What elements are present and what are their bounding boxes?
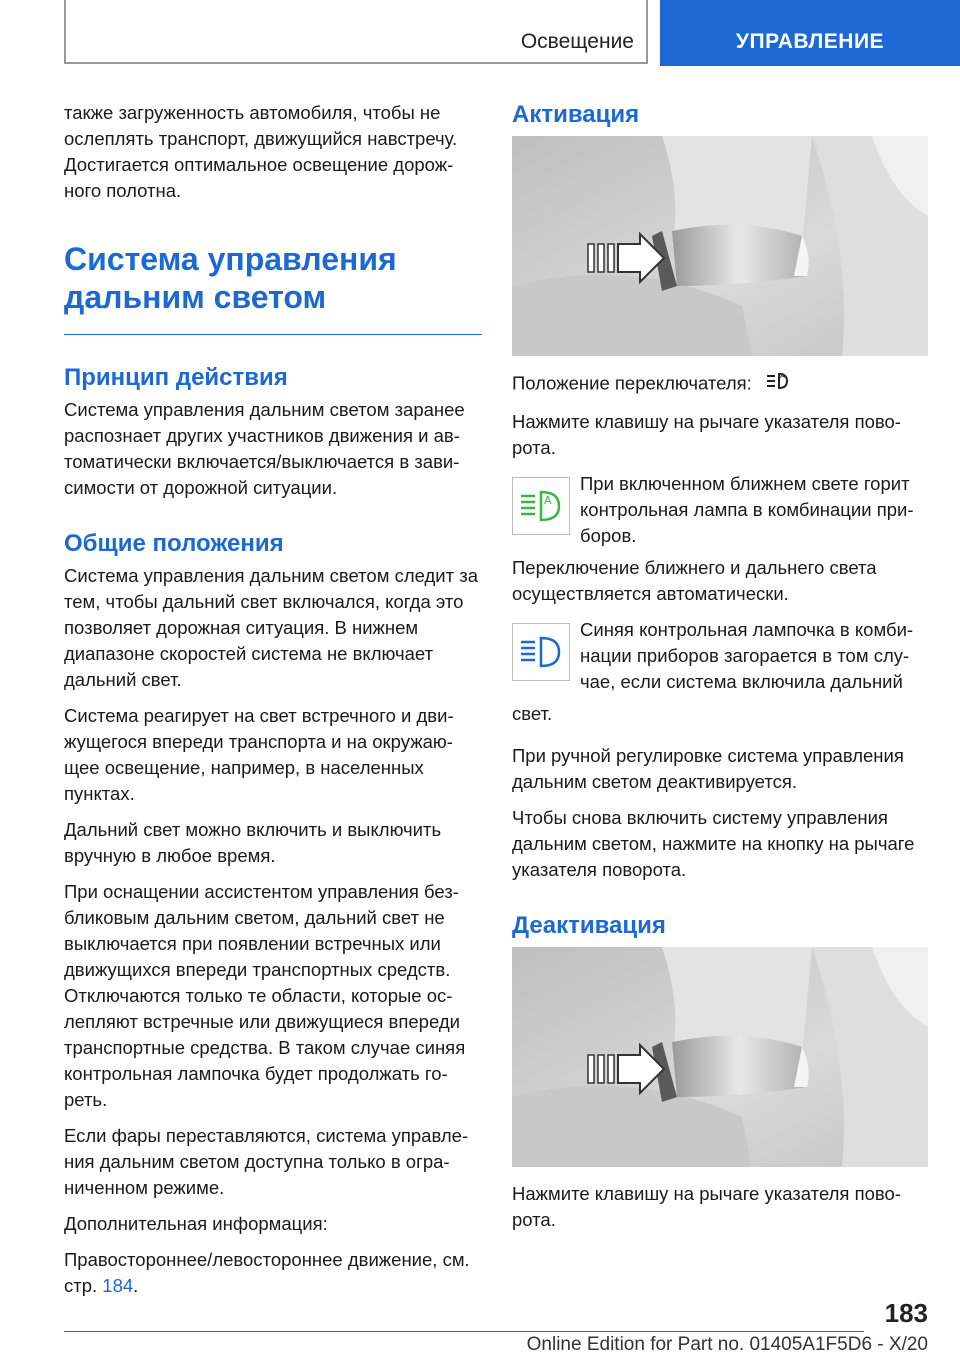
header-chapter-title: УПРАВЛЕНИЕ xyxy=(735,30,885,53)
manual-text: При ручной регулировке система управления дальним светом деактивируется. xyxy=(512,745,904,792)
svg-text:A: A xyxy=(544,494,552,507)
traffic-end: . xyxy=(133,1275,139,1296)
traffic-reference xyxy=(64,1247,482,1299)
right-column xyxy=(512,100,928,1243)
general-paragraph-1: Система управления дальним светом следит за тем, чтобы дальний свет включался, когда это позволяет дорожная ситуация. В нижнем диапазоне скоростей система не включает дальний свет. xyxy=(64,565,479,690)
header-section-box xyxy=(64,0,648,64)
blue-indicator-row xyxy=(512,617,928,695)
press-lever-text-2: Нажмите клавишу на рычаге указателя поворота. xyxy=(512,1183,901,1230)
left-column xyxy=(64,100,482,1309)
intro-paragraph: также загруженность автомобиля, чтобы не ослеплять транспорт, движущийся навстречу. Достигается оптимальное освещение дорожного полотна. xyxy=(64,102,458,201)
header-section-title: Освещение xyxy=(520,30,634,53)
lever-drawing-2 xyxy=(512,947,928,1167)
blue-indicator-text-end: свет. xyxy=(512,703,553,724)
page-link-184[interactable]: 184 xyxy=(102,1275,134,1296)
lever-drawing xyxy=(512,136,928,356)
general-paragraph-5: Если фары переставляются, система управления дальним светом доступна только в ограниченном режиме. xyxy=(64,1125,469,1198)
switch-position-text: Положение переключателя: xyxy=(512,372,752,394)
switch-position-line xyxy=(512,370,928,399)
general-paragraph-3: Дальний свет можно включить и выключить вручную в любое время. xyxy=(64,819,442,866)
footer-edition: Online Edition for Part no. 01405A1F5D6 - X/20 xyxy=(526,1334,928,1355)
lever-illustration-activation xyxy=(512,136,928,356)
press-lever-text-1: Нажмите клавишу на рычаге указателя поворота. xyxy=(512,411,901,458)
auto-high-beam-icon xyxy=(765,370,791,399)
svg-text:A: A xyxy=(779,372,785,380)
principle-text: Система управления дальним светом заранее распознает других участников движения и автоматически включается/выключается в зависимости от дорожной ситуации. xyxy=(64,399,465,498)
lever-illustration-deactivation xyxy=(512,947,928,1167)
blue-high-beam-icon xyxy=(512,623,570,681)
low-beam-indicator-text: При включенном ближнем свете горит контрольная лампа в комбинации приборов. xyxy=(580,473,914,546)
blue-indicator-text: Синяя контрольная лампочка в комбинации приборов загорается в том случае, если система включила дальний xyxy=(580,619,914,692)
page-title: Система управления дальним светом xyxy=(64,240,482,335)
activation-heading: Активация xyxy=(512,101,640,128)
low-beam-indicator-row xyxy=(512,471,928,549)
auto-switch-text: Переключение ближнего и дальнего света осуществляется автоматически. xyxy=(512,557,877,604)
green-indicator-icon xyxy=(512,477,570,535)
page-number: 183 xyxy=(884,1298,928,1328)
general-heading: Общие положения xyxy=(64,530,284,557)
traffic-text: Правостороннее/левостороннее движение, см. стр. xyxy=(64,1249,470,1296)
general-paragraph-4: При оснащении ассистентом управления безбликовым дальним светом, дальний свет не выключается при появлении встречных или движущихся впереди транспортных средств. Отключаются только те области, которые ослепляют встречные или движущиеся впереди транспортные средства. В таком случае синяя контрольная лампочка будет продолжать гореть. xyxy=(64,881,466,1110)
deactivation-heading: Деактивация xyxy=(512,912,666,939)
general-paragraph-2: Система реагирует на свет встречного и движущегося впереди транспорта и на окружающее освещение, например, в населенных пунктах. xyxy=(64,705,454,804)
principle-heading: Принцип действия xyxy=(64,364,288,391)
more-info-label: Дополнительная информация: xyxy=(64,1213,328,1234)
footer-divider xyxy=(64,1331,864,1332)
reenable-text: Чтобы снова включить систему управления дальним светом, нажмите на кнопку на рычаге указателя поворота. xyxy=(512,807,915,880)
header-chapter-tab[interactable] xyxy=(660,0,960,66)
